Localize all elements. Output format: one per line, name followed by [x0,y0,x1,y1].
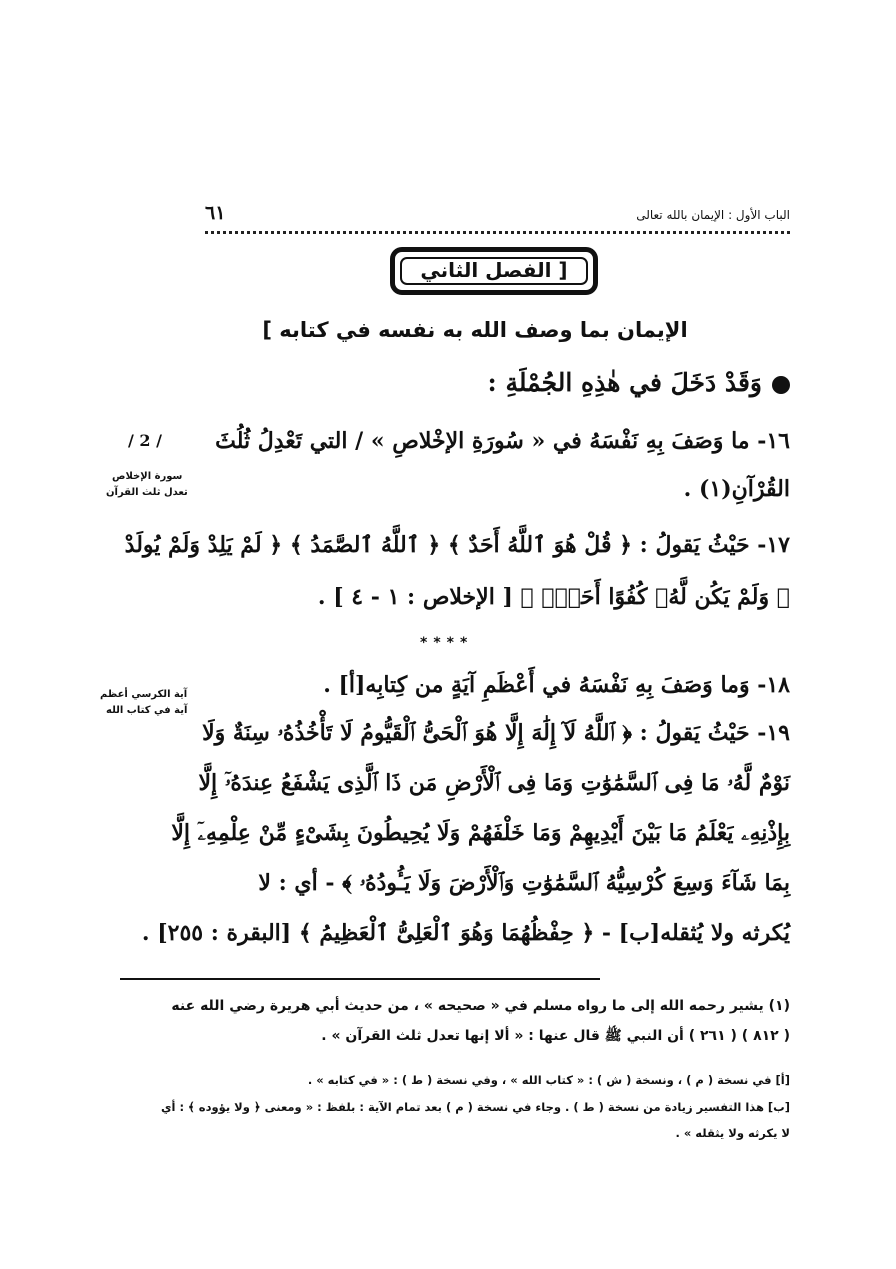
item-19-line-3: بِإِذْنِهِۦ يَعْلَمُ مَا بَيْنَ أَيْدِيهِمْ وَمَا خَلْفَهُمْ وَلَا يُحِيطُونَ بِشَىْءٍ مِّنْ عِلْمِهِۦٓ إِلَّا [171,820,790,846]
item-18: ١٨- وَما وَصَفَ بِهِ نَفْسَهُ في أَعْظَمِ آيَةٍ من كِتابِه[أ] . [323,672,790,698]
item-17-line-1: ١٧- حَيْثُ يَقولُ : ﴿ قُلْ هُوَ ٱللَّهُ أَحَدٌ ﴾ ﴿ ٱللَّهُ ٱلصَّمَدُ ﴾ ﴿ لَمْ يَلِدْ وَلَمْ يُولَدْ [124,532,790,558]
item-16-line-2: القُرْآنِ(١) . [683,476,790,502]
item-19-line-4: بِمَا شَآءَ وَسِعَ كُرْسِيُّهُ ٱلسَّمَٰوَٰتِ وَٱلْأَرْضَ وَلَا يَـُٔودُهُۥ ﴾ - أي : لا [258,870,790,896]
item-19-line-1: ١٩- حَيْثُ يَقولُ : ﴿ ٱللَّهُ لَآ إِلَٰهَ إِلَّا هُوَ ٱلْحَىُّ ٱلْقَيُّومُ لَا تَأْخُذُهُۥ سِنَةٌ وَلَا [202,720,790,746]
chapter-subtitle: الإيمان بما وصف الله به نفسه في كتابه ] [262,318,688,342]
footnote-a: [أ] في نسخة ( م ) ، ونسخة ( ش ) : « كتاب الله » ، وفي نسخة ( ط ) : « في كتابه » . [307,1073,790,1087]
item-17-line-2: ﴿ وَلَمْ يَكُن لَّهُۥ كُفُوًا أَحَدٌۢ ﴾ [ الإخلاص : ١ - ٤ ] . [317,584,790,610]
footnote-b-line-1: [ب] هذا التفسير زيادة من نسخة ( ط ) . وجاء في نسخة ( م ) بعد تمام الآية : بلفظ : « ومعنى ﴿ ولا يؤوده ﴾ : أي [160,1100,790,1114]
margin-note-kursi-line-1: آية الكرسي أعظم [100,689,188,700]
margin-ref-original-page: / 2 / [128,431,162,450]
section-separator-stars: **** [420,635,474,651]
chapter-title-box [390,247,598,295]
footnote-rule [120,978,600,980]
footnote-1-line-2: ( ٨١٢ ) ( ٢٦١ ) أن النبي ﷺ قال عنها : « ألا إنها تعدل ثلث القرآن » . [321,1028,790,1044]
bullet-icon [772,376,790,394]
item-19-line-2: نَوْمٌ لَّهُۥ مَا فِى ٱلسَّمَٰوَٰتِ وَمَا فِى ٱلْأَرْضِ مَن ذَا ٱلَّذِى يَشْفَعُ عِندَهُۥٓ إِلَّا [198,770,790,796]
margin-note-ikhlas-line-1: سورة الإخلاص [112,471,183,482]
chapter-title: [ الفصل الثاني [420,258,568,282]
item-19-line-5: يُكرثه ولا يُثقله[ب] - ﴿ حِفْظُهُمَا وَهُوَ ٱلْعَلِىُّ ٱلْعَظِيمُ ﴾ [البقرة : ٢٥٥] . [141,920,790,946]
bullet-line-text: وَقَدْ دَخَلَ في هٰذِهِ الجُمْلَةِ : [487,368,762,397]
footnote-b-line-2: لا يكرثه ولا يثقله » . [675,1126,790,1140]
running-title: الباب الأول : الإيمان بالله تعالى [636,208,790,222]
item-16-line-1: ١٦- ما وَصَفَ بِهِ نَفْسَهُ في « سُورَةِ الإخْلاصِ » / التي تَعْدِلُ ثُلُثَ [215,428,790,454]
running-header [205,202,790,228]
header-rule [205,228,790,234]
page-number: ٦١ [205,202,226,224]
footnote-1-line-1: (١) يشير رحمه الله إلى ما رواه مسلم في « صحيحه » ، من حديث أبي هريرة رضي الله عنه [171,998,790,1014]
margin-note-ikhlas-line-2: تعدل ثلث القرآن [106,487,188,498]
margin-note-kursi-line-2: آية في كتاب الله [106,705,188,716]
bullet-line [488,368,790,397]
